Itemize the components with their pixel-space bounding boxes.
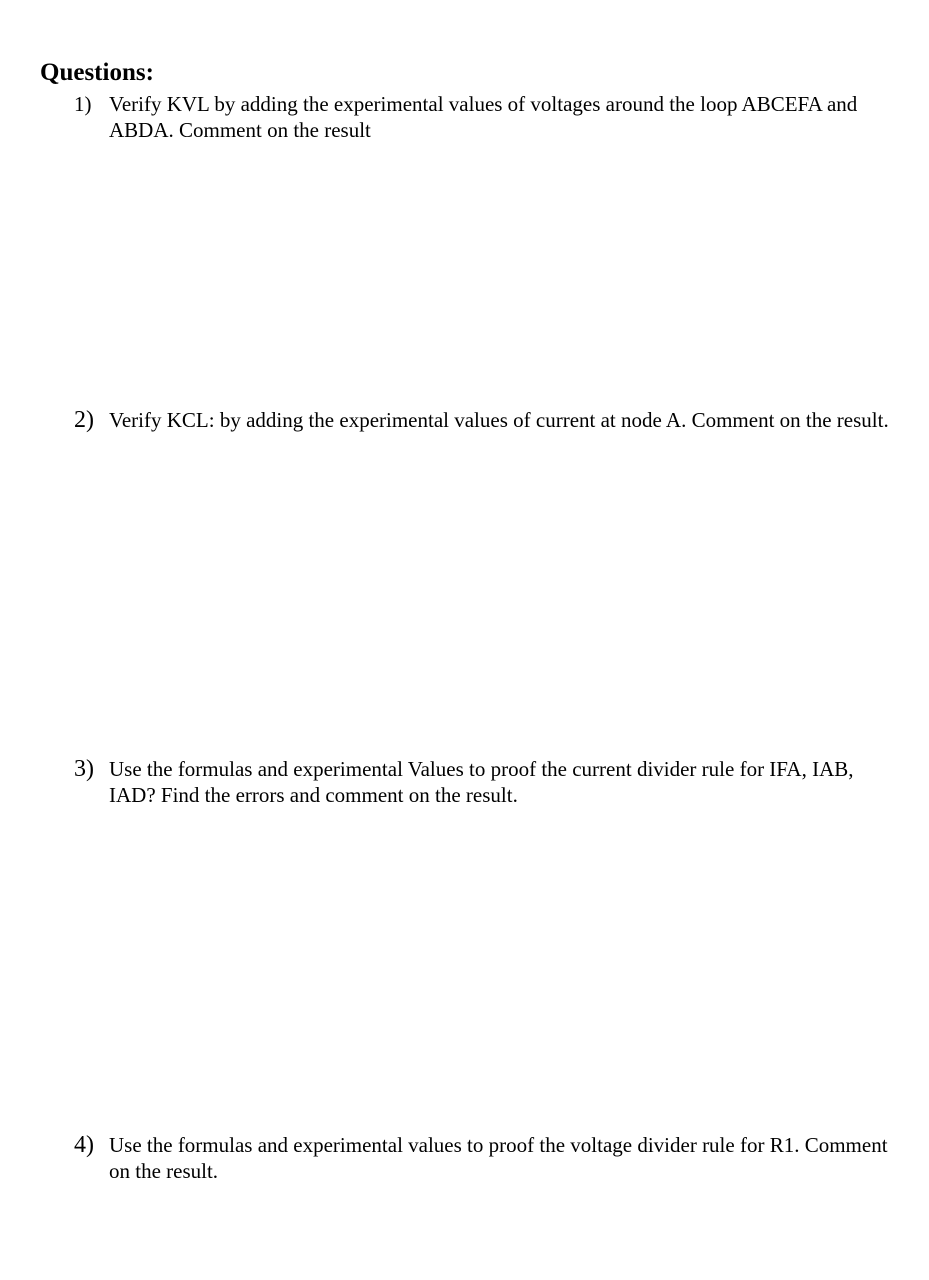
question-number: 4) <box>74 1132 94 1158</box>
question-item-2 <box>74 407 904 433</box>
question-text: Verify KCL: by adding the experimental values of current at node A. Comment on the result. <box>109 408 889 432</box>
question-item-1 <box>74 91 904 143</box>
question-text: Use the formulas and experimental values to proof the voltage divider rule for R1. Comment on the result. <box>109 1133 888 1183</box>
question-text: Use the formulas and experimental Values to proof the current divider rule for IFA, IAB, IAD? Find the errors and comment on the result. <box>109 757 854 807</box>
question-item-3 <box>74 756 904 808</box>
question-item-4 <box>74 1132 904 1184</box>
page-heading: Questions: <box>40 59 154 86</box>
question-number: 3) <box>74 756 94 782</box>
question-number: 1) <box>74 92 92 116</box>
question-number: 2) <box>74 407 94 433</box>
question-text: Verify KVL by adding the experimental values of voltages around the loop ABCEFA and ABDA. Comment on the result <box>109 92 858 142</box>
